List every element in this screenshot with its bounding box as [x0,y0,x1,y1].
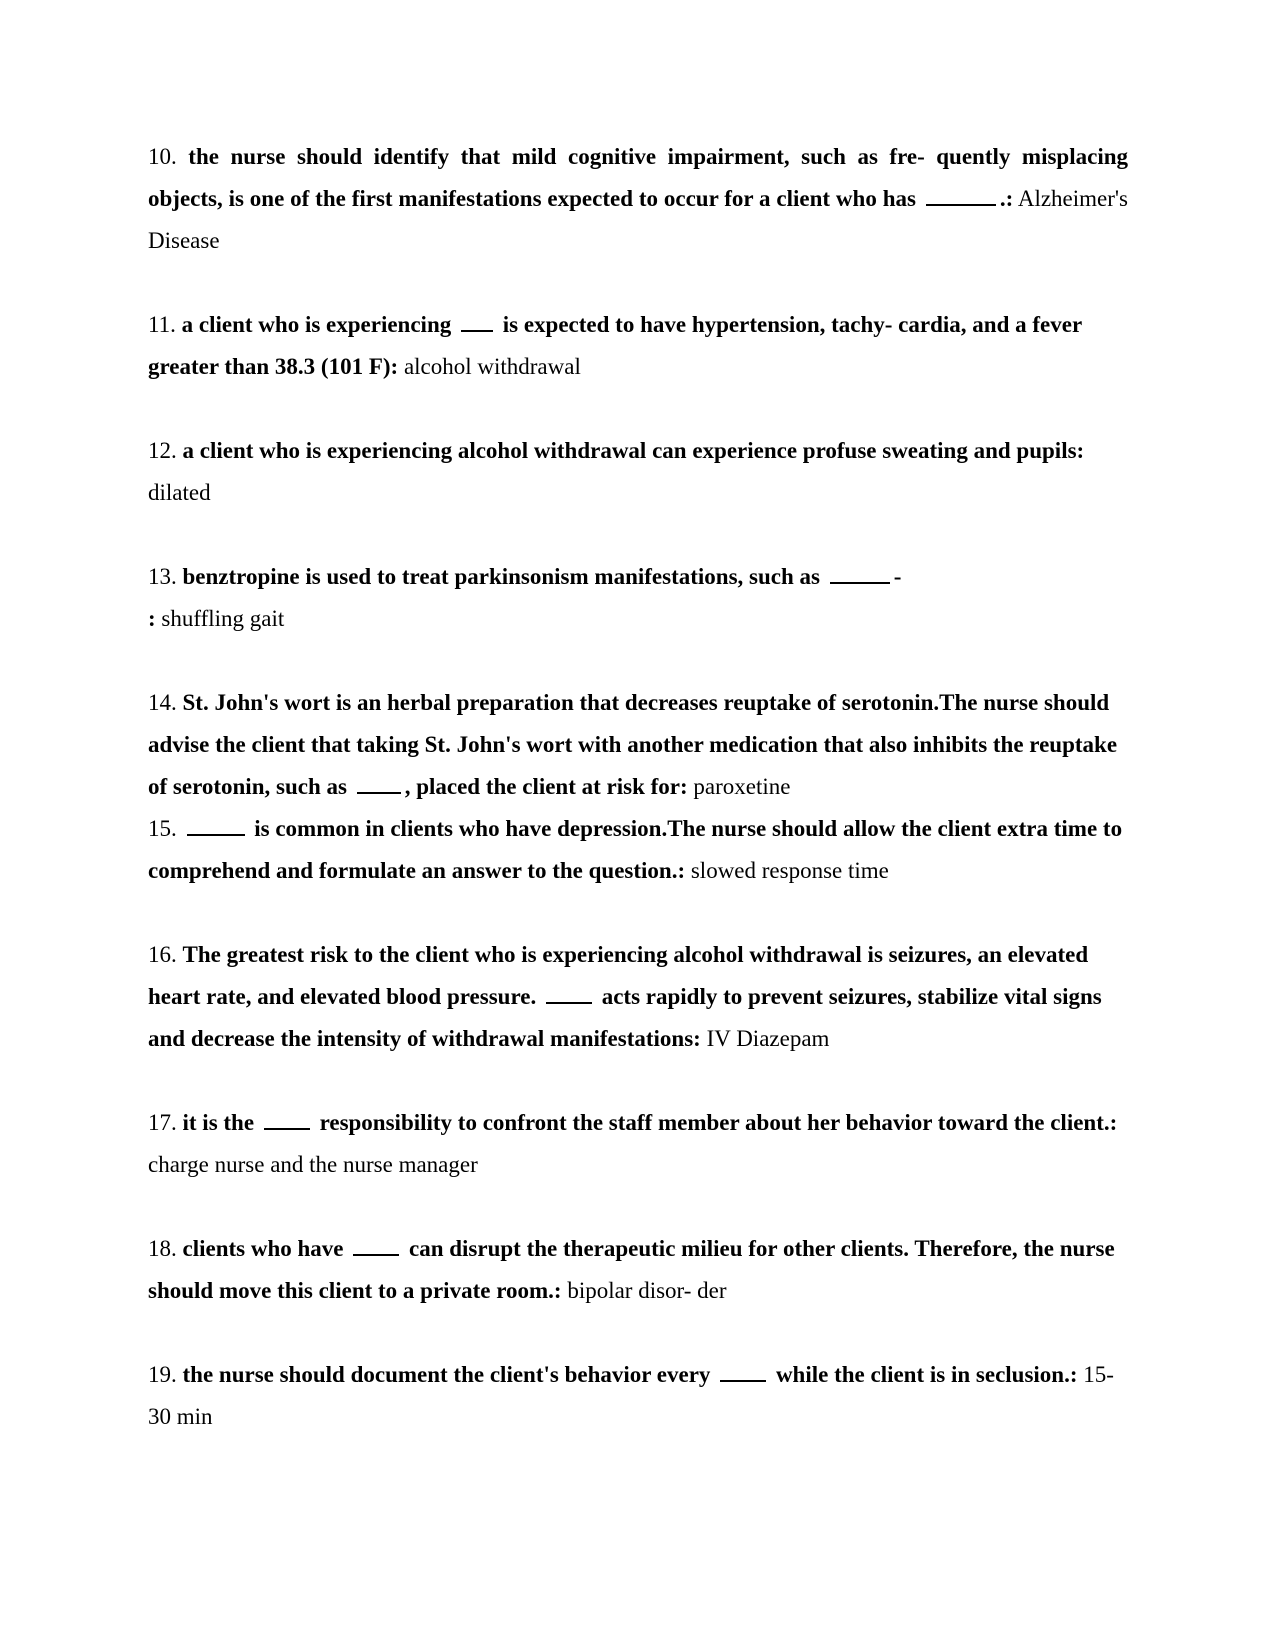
question-12 [148,430,1128,514]
question-text: responsibility to confront the staff member about her behavior toward the client.: [319,1110,1118,1135]
question-text: .: [999,186,1014,211]
question-11 [148,304,1128,388]
answer-blank [720,1362,766,1382]
question-number: 19. [148,1362,177,1387]
answer-text: paroxetine [693,774,791,799]
question-number: 12. [148,438,177,463]
answer-blank [926,186,996,206]
question-text: the nurse should document the client's behavior every [182,1362,711,1387]
question-text: a client who is experiencing alcohol withdrawal can experience profuse sweating and pupils: [182,438,1085,463]
question-17 [148,1102,1128,1186]
question-16 [148,934,1128,1060]
question-15 [148,808,1128,892]
question-text: a client who is experiencing [181,312,452,337]
question-number: 15. [148,816,177,841]
question-14 [148,682,1128,808]
answer-text: dilated [148,480,211,505]
question-text: The greatest risk to the client who is experiencing alcohol withdrawal is seizures, an elevated heart rate, and elevated blood pressure. [148,942,1089,1009]
question-text: can disrupt the therapeutic milieu for other clients. Therefore, the nurse should move this client to a private room.: [148,1236,1115,1303]
question-text: acts rapidly to prevent seizures, stabilize vital signs and decrease the intensity of withdrawal manifestations: [148,984,1102,1051]
answer-blank [353,1236,399,1256]
question-text: is expected to have hypertension, tachy- cardia, and a fever greater than 38.3 (101 F): [148,312,1082,379]
question-number: 14. [148,690,177,715]
question-text: is common in clients who have depression.The nurse should allow the client extra time to comprehend and formulate an answer to the question.: [148,816,1123,883]
answer-text: charge nurse and the nurse manager [148,1152,478,1177]
answer-blank [830,564,890,584]
question-number: 13. [148,564,177,589]
question-text: clients who have [182,1236,344,1261]
question-number: 18. [148,1236,177,1261]
question-text: - [893,564,902,589]
question-19 [148,1354,1128,1438]
question-text: : [148,606,156,631]
document-page [148,136,1128,1438]
question-text: benztropine is used to treat parkinsonism manifestations, such as [182,564,820,589]
answer-text: IV Diazepam [706,1026,830,1051]
question-18 [148,1228,1128,1312]
question-number: 17. [148,1110,177,1135]
answer-text: Alzheimer's Disease [148,186,1129,253]
answer-text: alcohol withdrawal [403,354,581,379]
question-text: , placed the client at risk for: [404,774,688,799]
answer-blank [357,774,401,794]
answer-blank [264,1110,310,1130]
question-number: 11. [148,312,176,337]
question-text: the nurse should identify that mild cognitive impairment, such as fre- quently misplacing objects, is one of the first manifestations expected to occur for a client who has [148,144,1128,211]
answer-text: bipolar disor- der [567,1278,727,1303]
question-text: it is the [182,1110,255,1135]
answer-blank [461,312,493,332]
question-13 [148,556,1128,640]
answer-blank [546,984,592,1004]
question-number: 10. [148,144,177,169]
question-text: while the client is in seclusion.: [775,1362,1078,1387]
answer-text: shuffling gait [161,606,285,631]
question-text: St. John's wort is an herbal preparation that decreases reuptake of serotonin.The nurse should advise the client that taking St. John's wort with another medication that also inhibits the reuptake of serotonin, such as [148,690,1118,799]
question-10 [148,136,1128,262]
question-number: 16. [148,942,177,967]
answer-blank [187,816,245,836]
answer-text: 15-30 min [148,1362,1114,1429]
answer-text: slowed response time [690,858,889,883]
